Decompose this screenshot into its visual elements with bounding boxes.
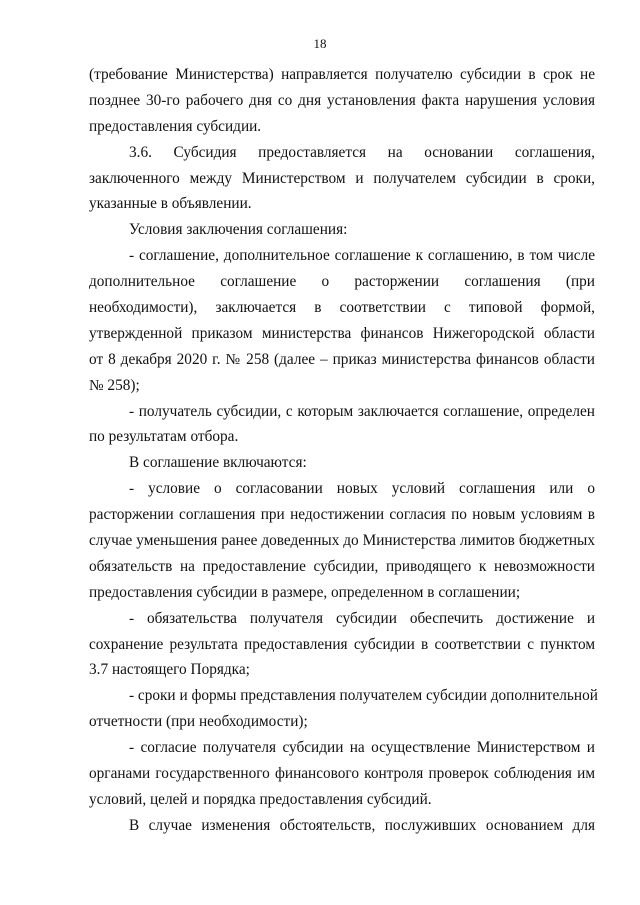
list-item-line: - сроки и формы представления получателем субсидии дополнительной	[129, 687, 598, 705]
text-line: предоставления субсидии в размере, определенном в соглашении;	[89, 583, 521, 601]
text-line: от 8 декабря 2020 г. № 258 (далее – приказ министерства финансов области	[89, 350, 595, 368]
paragraph-3-6-line: 3.6. Субсидия предоставляется на основании соглашения,	[129, 143, 595, 161]
text-line: случае уменьшения ранее доведенных до Министерства лимитов бюджетных	[89, 532, 595, 550]
text-line: утвержденной приказом министерства финансов Нижегородской области	[89, 324, 595, 342]
text-line: дополнительное соглашение о расторжении соглашения (при	[89, 273, 595, 291]
text-line: № 258);	[89, 376, 140, 394]
text-line: В случае изменения обстоятельств, послуживших основанием для	[129, 816, 595, 834]
list-item-line: - обязательства получателя субсидии обеспечить достижение и	[129, 609, 595, 627]
page-number: 18	[313, 36, 327, 51]
text-line: условий, целей и порядка предоставления субсидий.	[89, 790, 432, 808]
text-line: необходимости), заключается в соответствии с типовой формой,	[89, 299, 595, 317]
list-item-line: - условие о согласовании новых условий соглашения или о	[129, 480, 595, 498]
text-line: по результатам отбора.	[89, 428, 239, 446]
list-item-line: - получатель субсидии, с которым заключается соглашение, определен	[129, 402, 595, 420]
text-line: заключенного между Министерством и получателем субсидии в сроки,	[89, 169, 595, 187]
text-line: предоставления субсидии.	[89, 117, 262, 135]
text-line: указанные в объявлении.	[89, 195, 252, 213]
text-line: расторжении соглашения при недостижении согласия по новым условиям в	[89, 506, 595, 524]
list-item-line: - соглашение, дополнительное соглашение к соглашению, в том числе	[129, 247, 595, 265]
text-line: органами государственного финансового контроля проверок соблюдения им	[89, 765, 595, 783]
text-line: отчетности (при необходимости);	[89, 713, 308, 731]
document-body	[89, 62, 598, 839]
included-heading: В соглашение включаются:	[129, 454, 307, 472]
text-line: 3.7 настоящего Порядка;	[89, 661, 250, 679]
conditions-heading: Условия заключения соглашения:	[129, 221, 348, 239]
text-line: (требование Министерства) направляется получателю субсидии в срок не	[89, 66, 595, 83]
text-line: обязательств на предоставление субсидии, приводящего к невозможности	[89, 557, 595, 575]
text-line: позднее 30-го рабочего дня со дня установления факта нарушения условия	[89, 91, 595, 109]
text-line: сохранение результата предоставления субсидии в соответствии с пунктом	[89, 635, 595, 653]
list-item-line: - согласие получателя субсидии на осуществление Министерством и	[129, 739, 595, 757]
